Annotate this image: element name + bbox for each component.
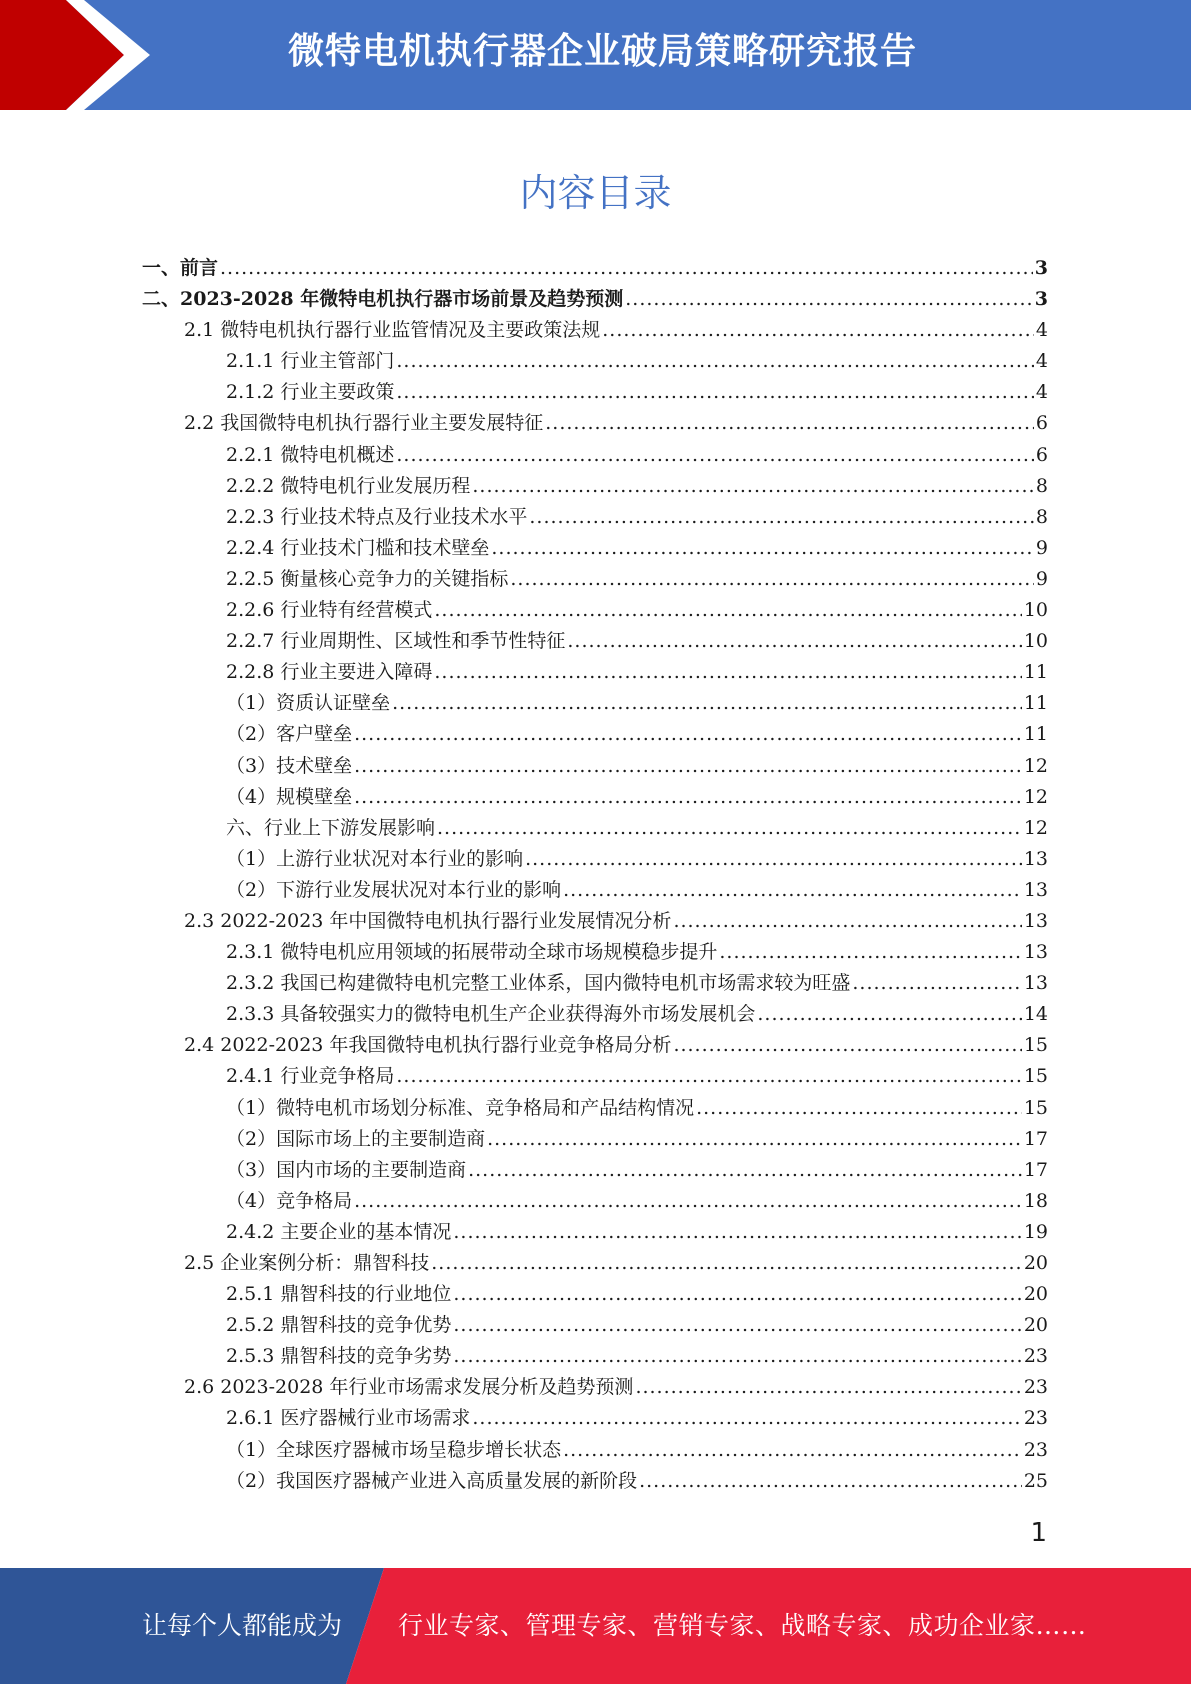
toc-leader-dots bbox=[354, 755, 1022, 777]
toc-entry[interactable] bbox=[142, 782, 1048, 813]
toc-leader-dots bbox=[635, 1376, 1021, 1398]
toc-entry-text: 2.2.1 微特电机概述 bbox=[226, 443, 395, 466]
toc-leader-dots bbox=[639, 1470, 1022, 1492]
toc-entry-text: 六、行业上下游发展影响 bbox=[226, 816, 436, 839]
toc-entry[interactable] bbox=[142, 533, 1048, 564]
toc-entry-text: 2.3.2 我国已构建微特电机完整工业体系，国内微特电机市场需求较为旺盛 bbox=[226, 972, 851, 995]
toc-entry-text: 2.2.8 行业主要进入障碍 bbox=[226, 661, 433, 684]
toc-leader-dots bbox=[453, 1283, 1021, 1305]
toc-leader-dots bbox=[602, 319, 1034, 341]
toc-entry[interactable] bbox=[142, 751, 1048, 782]
toc-leader-dots bbox=[673, 1034, 1021, 1056]
page-number: 1 bbox=[1030, 1518, 1047, 1548]
toc-entry-text: 2.5 企业案例分析：鼎智科技 bbox=[184, 1252, 430, 1274]
toc-leader-dots bbox=[757, 1003, 1021, 1025]
toc-entry-page: 19 bbox=[1023, 1220, 1048, 1243]
toc-leader-dots bbox=[563, 879, 1022, 901]
toc-entry-page: 13 bbox=[1023, 909, 1048, 932]
toc-entry[interactable] bbox=[142, 1403, 1048, 1434]
toc-entry-page: 9 bbox=[1035, 536, 1048, 559]
toc-entry-text: 2.4 2022-2023 年我国微特电机执行器行业竞争格局分析 bbox=[184, 1034, 672, 1057]
toc-entry-page: 23 bbox=[1023, 1407, 1048, 1430]
toc-entry[interactable] bbox=[142, 440, 1048, 471]
toc-leader-dots bbox=[396, 1065, 1021, 1087]
toc-leader-dots bbox=[453, 1221, 1021, 1243]
toc-entry-text: 2.6.1 医疗器械行业市场需求 bbox=[226, 1407, 471, 1430]
toc-entry[interactable] bbox=[142, 595, 1048, 626]
toc-entry[interactable] bbox=[142, 1124, 1048, 1155]
toc-entry-text: 2.2.3 行业技术特点及行业技术水平 bbox=[226, 505, 528, 528]
toc-entry[interactable] bbox=[142, 253, 1048, 284]
toc-leader-dots bbox=[719, 941, 1021, 963]
toc-entry[interactable] bbox=[142, 471, 1048, 502]
toc-entry-text: 2.2.2 微特电机行业发展历程 bbox=[226, 474, 471, 497]
toc-entry-page: 8 bbox=[1035, 474, 1048, 497]
toc-entry[interactable] bbox=[142, 1435, 1048, 1466]
toc-leader-dots bbox=[437, 817, 1022, 839]
toc-entry-page: 8 bbox=[1035, 505, 1048, 528]
table-of-contents bbox=[142, 253, 1048, 1497]
toc-entry[interactable] bbox=[142, 377, 1048, 408]
toc-entry-text: 2.2.7 行业周期性、区域性和季节性特征 bbox=[226, 630, 566, 653]
toc-entry-text: 2.2.6 行业特有经营模式 bbox=[226, 599, 433, 622]
toc-leader-dots bbox=[453, 1345, 1021, 1367]
toc-entry-page: 23 bbox=[1023, 1345, 1048, 1368]
toc-entry-text: 2.3.1 微特电机应用领域的拓展带动全球市场规模稳步提升 bbox=[226, 941, 718, 964]
toc-title: 内容目录 bbox=[519, 171, 672, 215]
toc-entry-page: 15 bbox=[1023, 1096, 1048, 1119]
toc-entry-page: 20 bbox=[1023, 1283, 1048, 1306]
toc-entry-text: 2.6 2023-2028 年行业市场需求发展分析及趋势预测 bbox=[184, 1376, 634, 1399]
toc-leader-dots bbox=[396, 444, 1034, 466]
toc-entry-page: 23 bbox=[1023, 1438, 1048, 1461]
toc-leader-dots bbox=[354, 723, 1022, 745]
toc-entry[interactable] bbox=[142, 999, 1048, 1030]
toc-entry-text: （2）下游行业发展状况对本行业的影响 bbox=[226, 878, 562, 901]
toc-entry-page: 12 bbox=[1023, 785, 1048, 808]
toc-entry[interactable] bbox=[142, 937, 1048, 968]
toc-entry-page: 4 bbox=[1035, 319, 1048, 342]
toc-entry-text: （3）技术壁垒 bbox=[226, 754, 353, 777]
toc-entry-text: 一、前言 bbox=[142, 257, 219, 279]
toc-entry-page: 18 bbox=[1023, 1189, 1048, 1212]
toc-entry-page: 12 bbox=[1023, 816, 1048, 839]
toc-entry-page: 4 bbox=[1035, 381, 1048, 404]
toc-entry-text: 2.3 2022-2023 年中国微特电机执行器行业发展情况分析 bbox=[184, 909, 672, 932]
toc-leader-dots bbox=[852, 972, 1021, 994]
toc-entry[interactable] bbox=[142, 1093, 1048, 1124]
toc-entry-text: （4）规模壁垒 bbox=[226, 785, 353, 808]
toc-entry-text: （2）我国医疗器械产业进入高质量发展的新阶段 bbox=[226, 1469, 638, 1492]
toc-entry-page: 17 bbox=[1023, 1158, 1048, 1181]
toc-leader-dots bbox=[453, 1314, 1021, 1336]
toc-entry-text: 2.4.2 主要企业的基本情况 bbox=[226, 1220, 452, 1243]
toc-entry-text: 2.2.5 衡量核心竞争力的关键指标 bbox=[226, 567, 509, 590]
toc-entry[interactable] bbox=[142, 813, 1048, 844]
toc-entry-page: 13 bbox=[1023, 941, 1048, 964]
toc-entry-text: 2.1 微特电机执行器行业监管情况及主要政策法规 bbox=[184, 319, 601, 342]
toc-entry-text: 2.2.4 行业技术门槛和技术壁垒 bbox=[226, 536, 490, 559]
toc-entry[interactable] bbox=[142, 284, 1048, 315]
toc-entry[interactable] bbox=[142, 875, 1048, 906]
report-title: 微特电机执行器企业破局策略研究报告 bbox=[287, 31, 917, 72]
toc-entry-text: （1）全球医疗器械市场呈稳步增长状态 bbox=[226, 1438, 562, 1461]
toc-entry[interactable] bbox=[142, 719, 1048, 750]
toc-leader-dots bbox=[567, 630, 1021, 652]
toc-entry[interactable] bbox=[142, 315, 1048, 346]
toc-entry[interactable] bbox=[142, 564, 1048, 595]
toc-entry[interactable] bbox=[142, 346, 1048, 377]
toc-entry-page: 4 bbox=[1035, 350, 1048, 373]
toc-entry-page: 6 bbox=[1035, 443, 1048, 466]
toc-entry-page: 10 bbox=[1023, 599, 1048, 622]
toc-leader-dots bbox=[392, 692, 1022, 714]
toc-entry-page: 23 bbox=[1023, 1376, 1048, 1399]
toc-leader-dots bbox=[434, 599, 1021, 621]
toc-entry-text: （2）国际市场上的主要制造商 bbox=[226, 1127, 486, 1150]
toc-entry[interactable] bbox=[142, 844, 1048, 875]
toc-entry[interactable] bbox=[142, 1310, 1048, 1341]
toc-entry-page: 13 bbox=[1023, 847, 1048, 870]
toc-entry[interactable] bbox=[142, 657, 1048, 688]
toc-leader-dots bbox=[468, 1159, 1022, 1181]
toc-entry-text: （1）微特电机市场划分标准、竞争格局和产品结构情况 bbox=[226, 1096, 695, 1119]
toc-entry[interactable] bbox=[142, 1248, 1048, 1279]
toc-leader-dots bbox=[354, 786, 1022, 808]
toc-entry[interactable] bbox=[142, 502, 1048, 533]
toc-entry-page: 25 bbox=[1023, 1469, 1048, 1492]
toc-leader-dots bbox=[396, 381, 1034, 403]
toc-entry-text: 2.3.3 具备较强实力的微特电机生产企业获得海外市场发展机会 bbox=[226, 1003, 756, 1026]
toc-leader-dots bbox=[434, 661, 1021, 683]
toc-leader-dots bbox=[472, 1407, 1021, 1429]
toc-entry[interactable] bbox=[142, 1061, 1048, 1092]
toc-leader-dots bbox=[354, 1190, 1022, 1212]
toc-entry[interactable] bbox=[142, 1155, 1048, 1186]
toc-entry-text: 2.1.2 行业主要政策 bbox=[226, 381, 395, 404]
toc-entry-page: 20 bbox=[1023, 1314, 1048, 1337]
toc-leader-dots bbox=[431, 1252, 1022, 1274]
toc-entry-page: 3 bbox=[1034, 288, 1048, 311]
toc-leader-dots bbox=[525, 848, 1022, 870]
toc-entry-text: 2.5.3 鼎智科技的竞争劣势 bbox=[226, 1345, 452, 1368]
toc-entry-text: 2.4.1 行业竞争格局 bbox=[226, 1065, 395, 1088]
toc-entry-text: 2.5.1 鼎智科技的行业地位 bbox=[226, 1283, 452, 1306]
toc-entry[interactable] bbox=[142, 1372, 1048, 1403]
toc-entry-page: 13 bbox=[1023, 878, 1048, 901]
toc-entry-page: 6 bbox=[1035, 412, 1048, 435]
toc-entry-page: 11 bbox=[1023, 723, 1048, 746]
toc-leader-dots bbox=[529, 506, 1034, 528]
toc-entry-text: （3）国内市场的主要制造商 bbox=[226, 1158, 467, 1181]
toc-entry-page: 13 bbox=[1023, 972, 1048, 995]
toc-entry-text: （2）客户壁垒 bbox=[226, 723, 353, 746]
toc-entry-page: 3 bbox=[1034, 257, 1048, 279]
toc-leader-dots bbox=[472, 475, 1034, 497]
toc-entry[interactable] bbox=[142, 626, 1048, 657]
toc-entry-text: （1）上游行业状况对本行业的影响 bbox=[226, 847, 524, 870]
toc-entry-page: 11 bbox=[1023, 661, 1048, 684]
toc-leader-dots bbox=[491, 537, 1034, 559]
footer-slogan-right: 行业专家、管理专家、营销专家、战略专家、成功企业家…… bbox=[398, 1611, 1087, 1640]
toc-entry-page: 9 bbox=[1035, 567, 1048, 590]
toc-entry[interactable] bbox=[142, 906, 1048, 937]
toc-entry[interactable] bbox=[142, 1466, 1048, 1497]
toc-leader-dots bbox=[220, 257, 1033, 279]
toc-entry[interactable] bbox=[142, 968, 1048, 999]
toc-entry-text: 二、2023-2028 年微特电机执行器市场前景及趋势预测 bbox=[142, 288, 624, 311]
page-header bbox=[0, 0, 1191, 110]
toc-leader-dots bbox=[673, 910, 1021, 932]
toc-leader-dots bbox=[625, 288, 1033, 310]
toc-entry[interactable] bbox=[142, 1279, 1048, 1310]
toc-entry-text: 2.1.1 行业主管部门 bbox=[226, 350, 395, 373]
toc-leader-dots bbox=[545, 412, 1034, 434]
toc-entry-text: 2.2 我国微特电机执行器行业主要发展特征 bbox=[184, 412, 544, 435]
toc-entry-page: 15 bbox=[1023, 1065, 1048, 1088]
toc-entry[interactable] bbox=[142, 688, 1048, 719]
toc-entry[interactable] bbox=[142, 1341, 1048, 1372]
toc-leader-dots bbox=[696, 1097, 1022, 1119]
footer-slogan-left: 让每个人都能成为 bbox=[142, 1611, 343, 1640]
toc-entry[interactable] bbox=[142, 1030, 1048, 1061]
toc-leader-dots bbox=[487, 1128, 1022, 1150]
toc-leader-dots bbox=[396, 350, 1034, 372]
toc-entry-page: 15 bbox=[1023, 1034, 1048, 1057]
toc-entry-page: 14 bbox=[1023, 1003, 1048, 1026]
toc-entry[interactable] bbox=[142, 1186, 1048, 1217]
toc-leader-dots bbox=[563, 1439, 1022, 1461]
page-footer bbox=[0, 1568, 1191, 1684]
toc-entry-page: 11 bbox=[1023, 692, 1048, 715]
toc-entry-text: （1）资质认证壁垒 bbox=[226, 692, 391, 715]
toc-entry-page: 17 bbox=[1023, 1127, 1048, 1150]
toc-entry[interactable] bbox=[142, 408, 1048, 439]
toc-leader-dots bbox=[510, 568, 1034, 590]
toc-entry-text: 2.5.2 鼎智科技的竞争优势 bbox=[226, 1314, 452, 1337]
toc-entry-page: 20 bbox=[1023, 1252, 1048, 1274]
toc-entry-page: 10 bbox=[1023, 630, 1048, 653]
toc-entry-page: 12 bbox=[1023, 754, 1048, 777]
toc-entry[interactable] bbox=[142, 1217, 1048, 1248]
toc-entry-text: （4）竞争格局 bbox=[226, 1189, 353, 1212]
